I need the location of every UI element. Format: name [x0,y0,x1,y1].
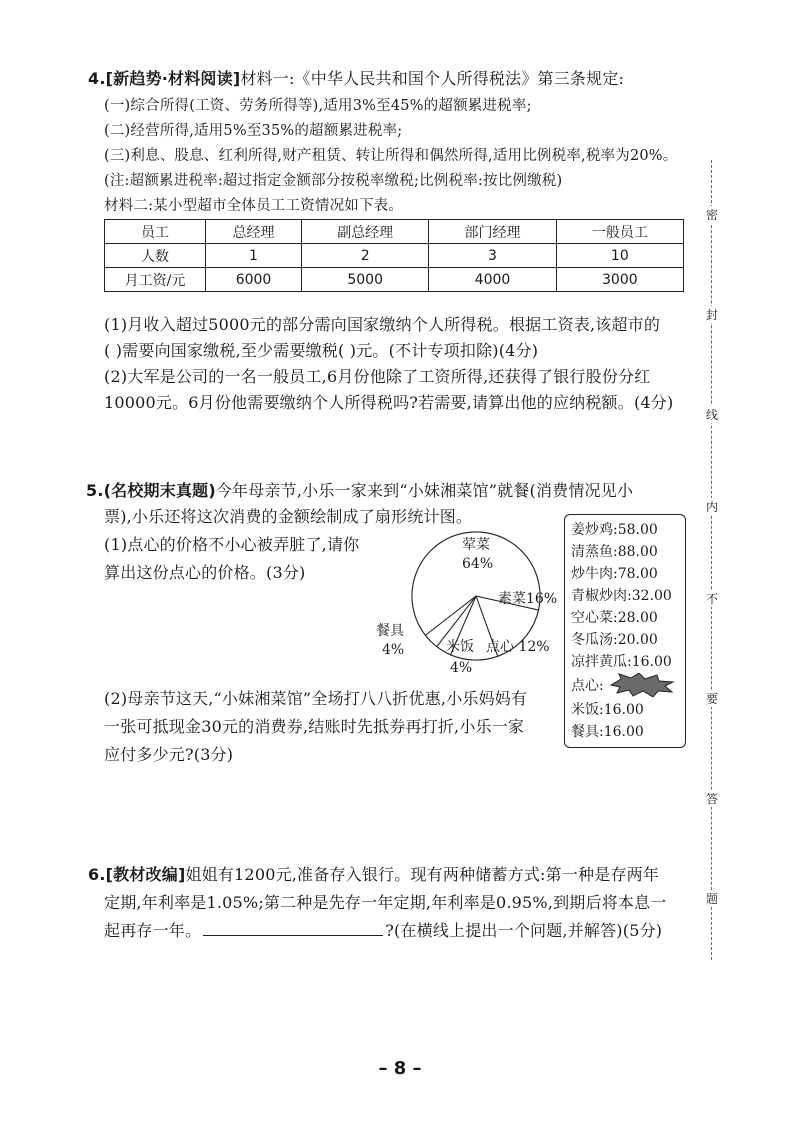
q4-part1-line2: ( )需要向国家缴税,至少需要缴税( )元。(不计专项扣除)(4分) [104,341,539,360]
pie-label-veg: 素菜16% [498,591,558,607]
table-cell: 3 [429,244,556,268]
q4-part1-line1: (1)月收入超过5000元的部分需向国家缴纳个人所得税。根据工资表,该超市的 [104,315,661,334]
page-number: – 8 – [378,1058,422,1079]
table-cell: 10 [556,244,683,268]
q6-line2: 定期,年利率是1.05%;第二种是先存一年定期,年利率是0.95%,到期后将本息一 [104,893,667,912]
receipt-item: 清蒸鱼:88.00 [571,544,658,560]
receipt-item: 餐具:16.00 [571,724,644,740]
q4-rule2: (二)经营所得,适用5%至35%的超额累进税率; [104,123,403,139]
pie-label-rice: 米饭 [446,639,474,655]
table-cell: 5000 [302,268,429,292]
table-cell: 人数 [105,244,206,268]
q5-number: 5. [86,481,104,500]
q4-title [88,66,624,89]
table-header-cell: 一般员工 [556,220,683,244]
seal-char: 线 [705,408,718,422]
q5-title [86,478,633,501]
receipt-item: 米饭:16.00 [571,702,644,718]
pie-label-rice-pct: 4% [450,660,473,676]
seal-dashed-line [711,160,712,960]
q4-part2-line2: 10000元。6月份他需要缴纳个人所得税吗?若需要,请算出他的应纳税额。(4分) [104,393,674,412]
q4-rule3: (三)利息、股息、红利所得,财产租赁、转让所得和偶然所得,适用比例税率,税率为20%。 [104,148,678,164]
pie-label-meat: 荤菜 [462,537,490,553]
seal-char: 内 [705,500,718,514]
receipt-item: 炒牛肉:78.00 [571,566,658,582]
q4-part2-line1: (2)大军是公司的一名一般员工,6月份他除了工资所得,还获得了银行股份分红 [104,367,651,386]
seal-char: 答 [705,792,718,806]
q4-number: 4. [88,69,106,88]
q4-note: (注:超额累进税率:超过指定金额部分按税率缴税;比例税率:按比例缴税) [104,173,563,189]
receipt-item: 青椒炒肉:32.00 [571,588,672,604]
table-cell: 4000 [429,268,556,292]
stain-icon [609,673,675,697]
table-header-cell: 总经理 [206,220,302,244]
q4-material2: 材料二:某小型超市全体员工工资情况如下表。 [104,198,404,214]
q5-part1-line1: (1)点心的价格不小心被弄脏了,请你 [104,535,360,554]
q5-part2-line3: 应付多少元?(3分) [104,745,234,764]
receipt-item-snack: 点心: [571,678,604,694]
wage-table [104,219,684,292]
q6-line1: 姐姐有1200元,准备存入银行。现有两种储蓄方式:第一种是存两年 [185,865,660,884]
receipt-item: 凉拌黄瓜:16.00 [571,654,672,670]
q4-tag: [新趋势·材料阅读] [105,69,241,88]
table-header-cell: 员工 [105,220,206,244]
q5-tag: (名校期末真题) [103,481,216,500]
table-cell: 1 [206,244,302,268]
table-cell: 6000 [206,268,302,292]
q6-answer-blank[interactable] [203,921,383,936]
q6-tag: [教材改编] [105,865,186,884]
seal-char: 封 [705,308,718,322]
table-cell: 3000 [556,268,683,292]
receipt-item: 姜炒鸡:58.00 [571,522,658,538]
q6-title [88,862,659,885]
q4-rule1: (一)综合所得(工资、劳务所得等),适用3%至45%的超额累进税率; [104,98,532,114]
receipt-item: 冬瓜汤:20.00 [571,632,658,648]
receipt-item: 空心菜:28.00 [571,610,658,626]
seal-char: 密 [705,208,718,222]
q6-number: 6. [88,865,106,884]
seal-char: 不 [705,592,718,606]
seal-char: 题 [705,892,718,906]
pie-label-snack: 点心 12% [486,639,550,655]
table-header-cell: 部门经理 [429,220,556,244]
pie-label-meat-pct: 64% [462,556,494,572]
receipt [564,514,686,748]
q5-part2-line1: (2)母亲节这天,“小妹湘菜馆”全场打八八折优惠,小乐妈妈有 [104,689,528,708]
table-cell: 2 [302,244,429,268]
q6-line3-end: ?(在横线上提出一个问题,并解答)(5分) [385,921,663,940]
q6-line3 [104,918,662,941]
table-header-cell: 副总经理 [302,220,429,244]
table-row [105,268,684,292]
q5-part1-line2: 算出这份点心的价格。(3分) [104,563,306,582]
table-row [105,244,684,268]
table-header-row [105,220,684,244]
pie-label-utensil: 餐具 [376,623,404,639]
q5-part2-line2: 一张可抵现金30元的消费券,结账时先抵券再打折,小乐一家 [104,717,525,736]
q6-line3-start: 起再存一年。 [104,921,202,940]
seal-char: 要 [705,692,718,706]
pie-label-utensil-pct: 4% [382,642,405,658]
q5-line2: 票),小乐还将这次消费的金额绘制成了扇形统计图。 [104,507,473,526]
q4-intro: 材料一:《中华人民共和国个人所得税法》第三条规定: [240,69,625,88]
q5-line1: 今年母亲节,小乐一家来到“小妹湘菜馆”就餐(消费情况见小 [215,481,634,500]
table-cell: 月工资/元 [105,268,206,292]
